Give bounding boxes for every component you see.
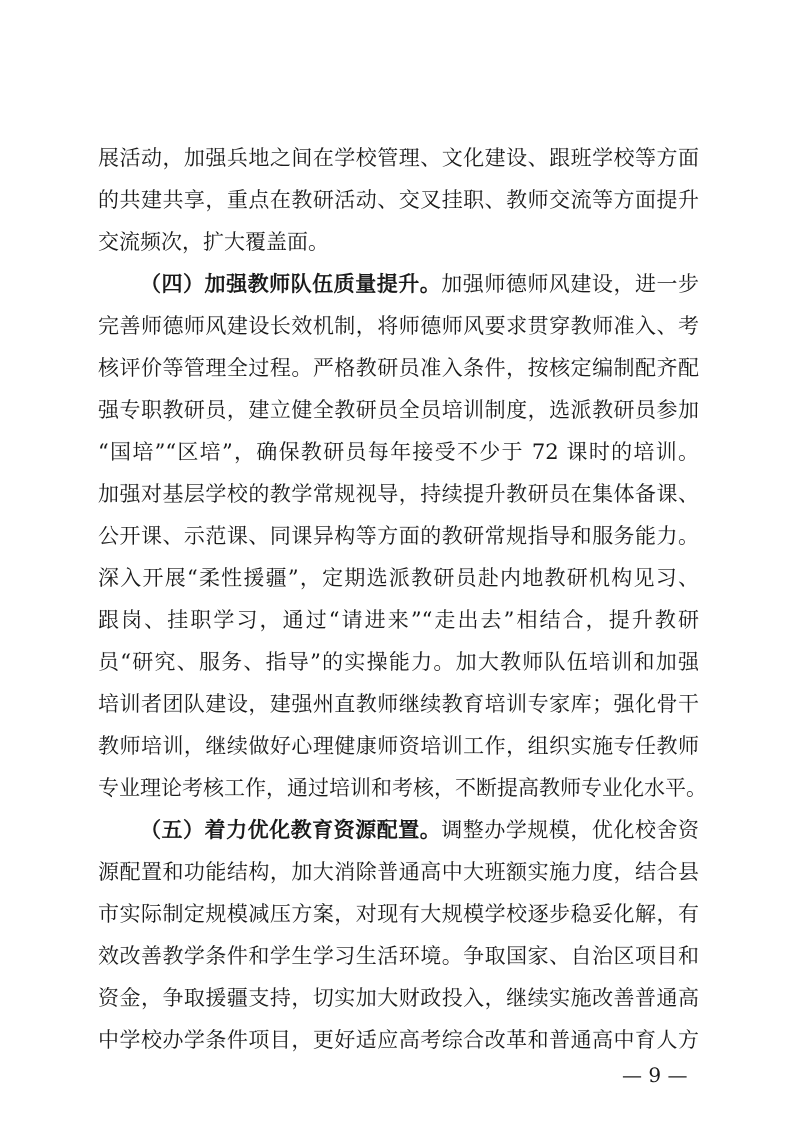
page-number: — 9 —	[622, 1063, 688, 1087]
paragraph-line: 公开课、示范课、同课异构等方面的教研常规指导和服务能力。	[98, 524, 699, 548]
section-heading: （五）着力优化教育资源配置。	[140, 817, 442, 842]
paragraph-line: 加强对基层学校的教学常规视导，持续提升教研员在集体备课、	[98, 482, 699, 506]
paragraph-line: 展活动，加强兵地之间在学校管理、文化建设、跟班学校等方面	[98, 146, 699, 170]
paragraph-line: 的共建共享，重点在教研活动、交叉挂职、教师交流等方面提升	[98, 188, 699, 212]
paragraph-line: 完善师德师风建设长效机制，将师德师风要求贯穿教师准入、考	[98, 314, 699, 338]
paragraph-line: 教师培训，继续做好心理健康师资培训工作，组织实施专任教师	[98, 734, 699, 758]
section-heading-line	[140, 269, 699, 299]
paragraph-line: 专业理论考核工作，通过培训和考核，不断提高教师专业化水平。	[98, 776, 707, 800]
paragraph-line: 核评价等管理全过程。严格教研员准入条件，按核定编制配齐配	[98, 356, 699, 380]
paragraph-line: 资金，争取援疆支持，切实加大财政投入，继续实施改善普通高	[98, 986, 699, 1010]
paragraph-line: 源配置和功能结构，加大消除普通高中大班额实施力度，结合县	[98, 860, 699, 884]
paragraph-line: 员“研究、服务、指导”的实操能力。加大教师队伍培训和加强	[98, 650, 699, 674]
paragraph-line: 市实际制定规模减压方案，对现有大规模学校逐步稳妥化解，有	[98, 902, 699, 926]
paragraph-text: 加强师德师风建设，进一步	[441, 272, 700, 296]
paragraph-line: 强专职教研员，建立健全教研员全员培训制度，选派教研员参加	[98, 398, 699, 422]
paragraph-text: 调整办学规模，优化校舍资	[441, 818, 700, 842]
paragraph-line: 培训者团队建设，建强州直教师继续教育培训专家库；强化骨干	[98, 692, 699, 716]
paragraph-line: 效改善教学条件和学生学习生活环境。争取国家、自治区项目和	[98, 944, 699, 968]
paragraph-line: 深入开展“柔性援疆”，定期选派教研员赴内地教研机构见习、	[98, 566, 699, 590]
paragraph-line: “国培”“区培”，确保教研员每年接受不少于 72 课时的培训。	[98, 440, 699, 464]
paragraph-line: 跟岗、挂职学习，通过“请进来”“走出去”相结合，提升教研	[98, 608, 699, 632]
paragraph-line: 交流频次，扩大覆盖面。	[98, 230, 329, 254]
paragraph-line: 中学校办学条件项目，更好适应高考综合改革和普通高中育人方	[98, 1028, 699, 1052]
section-heading-line	[140, 815, 699, 845]
section-heading: （四）加强教师队伍质量提升。	[140, 271, 442, 296]
